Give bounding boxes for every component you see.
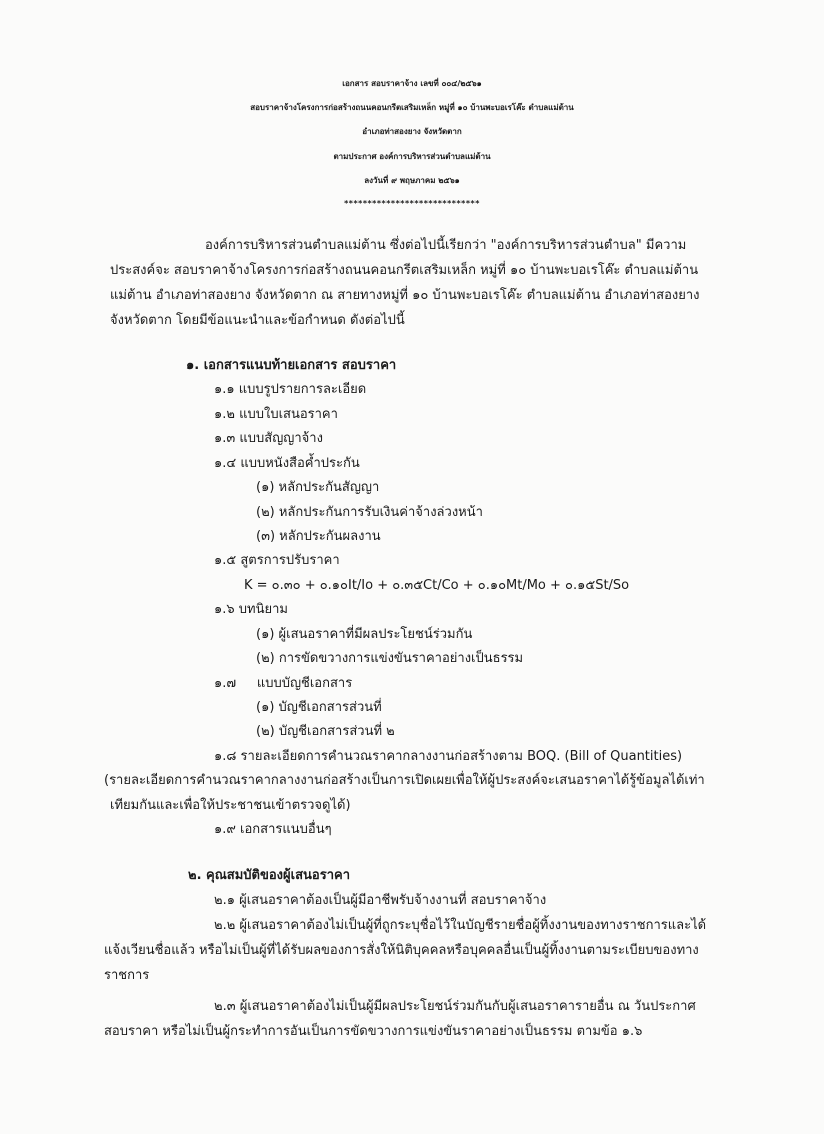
intro-line-2: ประสงค์จะ สอบราคาจ้างโครงการก่อสร้างถนนคอนกรีตเสริมเหล็ก หมู่ที่ ๑๐ บ้านพะบอเรโค๊ะ ตำบลแม่ต้าน [110, 263, 699, 278]
price-adjustment-formula: K = ๐.๓๐ + ๐.๑๐It/Io + ๐.๓๕Ct/Co + ๐.๑๐Mt/Mo + ๐.๑๕St/So [244, 578, 630, 593]
list-subitem: (๒) การขัดขวางการแข่งขันราคาอย่างเป็นธรรม [256, 651, 524, 666]
list-item: ๑.๗ แบบบัญชีเอกสาร [214, 676, 353, 691]
district-heading: อำเภอท่าสองยาง จังหวัดตาก [362, 127, 462, 136]
list-item: ๑.๑ แบบรูปรายการละเอียด [214, 382, 367, 397]
qualification-2-2-line-3: ราชการ [104, 968, 150, 983]
list-subitem: (๒) บัญชีเอกสารส่วนที่ ๒ [256, 724, 395, 739]
boq-note-line-2: เทียมกันและเพื่อให้ประชาชนเข้าตรวจดูได้) [110, 798, 351, 813]
section-2-title: ๒. คุณสมบัติของผู้เสนอราคา [188, 868, 350, 883]
section-1-title: ๑. เอกสารแนบท้ายเอกสาร สอบราคา [186, 358, 397, 373]
stars-divider: ***************************** [344, 199, 480, 208]
list-item: ๑.๕ สูตรการปรับราคา [214, 553, 340, 568]
list-item: ๑.๓ แบบสัญญาจ้าง [214, 431, 323, 446]
intro-line-1: องค์การบริหารส่วนตำบลแม่ต้าน ซึ่งต่อไปนี้เรียกว่า "องค์การบริหารส่วนตำบล" มีความ [205, 238, 687, 253]
announcement-heading: ตามประกาศ องค์การบริหารส่วนตำบลแม่ต้าน [333, 152, 491, 161]
list-item: ๑.๘ รายละเอียดการคำนวณราคากลางงานก่อสร้างตาม BOQ. (Bill of Quantities) [214, 749, 683, 764]
list-item: ๑.๔ แบบหนังสือค้ำประกัน [214, 456, 360, 471]
list-item: ๑.๙ เอกสารแนบอื่นๆ [214, 822, 332, 837]
qualification-2-1: ๒.๑ ผู้เสนอราคาต้องเป็นผู้มีอาชีพรับจ้างงานที่ สอบราคาจ้าง [214, 893, 547, 908]
qualification-2-2-line-1: ๒.๒ ผู้เสนอราคาต้องไม่เป็นผู้ที่ถูกระบุชื่อไว้ในบัญชีรายชื่อผู้ทิ้งงานของทางราชการและได้ [214, 918, 707, 933]
intro-line-3: แม่ต้าน อำเภอท่าสองยาง จังหวัดตาก ณ สายทางหมู่ที่ ๑๐ บ้านพะบอเรโค๊ะ ตำบลแม่ต้าน อำเภอท่าสองยาง [110, 288, 700, 303]
qualification-2-3-line-1: ๒.๓ ผู้เสนอราคาต้องไม่เป็นผู้มีผลประโยชน์ร่วมกันกับผู้เสนอราคารายอื่น ณ วันประกาศ [214, 999, 696, 1014]
qualification-2-2-line-2: แจ้งเวียนชื่อแล้ว หรือไม่เป็นผู้ที่ได้รับผลของการสั่งให้นิติบุคคลหรือบุคคลอื่นเป็นผู้ทิ้งงานตามระเบียบของทาง [104, 943, 699, 958]
list-subitem: (๓) หลักประกันผลงาน [256, 529, 381, 544]
date-heading: ลงวันที่ ๙ พฤษภาคม ๒๕๖๑ [364, 176, 460, 185]
list-subitem: (๑) บัญชีเอกสารส่วนที่ [256, 700, 382, 715]
intro-line-4: จังหวัดตาก โดยมีข้อแนะนำและข้อกำหนด ดังต่อไปนี้ [110, 313, 405, 328]
boq-note-line-1: (รายละเอียดการคำนวณราคากลางงานก่อสร้างเป็นการเปิดเผยเพื่อให้ผู้ประสงค์จะเสนอราคาได้รู้ข้อมูลได้เท่า [104, 773, 705, 788]
list-subitem: (๑) หลักประกันสัญญา [256, 480, 380, 495]
list-item: ๑.๖ บทนิยาม [214, 602, 288, 617]
qualification-2-3-line-2: สอบราคา หรือไม่เป็นผู้กระทำการอันเป็นการขัดขวางการแข่งขันราคาอย่างเป็นธรรม ตามข้อ ๑.๖ [104, 1024, 643, 1039]
list-subitem: (๒) หลักประกันการรับเงินค่าจ้างล่วงหน้า [256, 505, 483, 520]
list-subitem: (๑) ผู้เสนอราคาที่มีผลประโยชน์ร่วมกัน [256, 627, 473, 642]
project-title-heading: สอบราคาจ้างโครงการก่อสร้างถนนคอนกรีตเสริมเหล็ก หมู่ที่ ๑๐ บ้านพะบอเรโค๊ะ ตำบลแม่ต้าน [250, 103, 574, 112]
list-item: ๑.๒ แบบใบเสนอราคา [214, 407, 338, 422]
doc-number-heading: เอกสาร สอบราคาจ้าง เลขที่ ๐๐๔/๒๕๖๑ [342, 79, 482, 88]
